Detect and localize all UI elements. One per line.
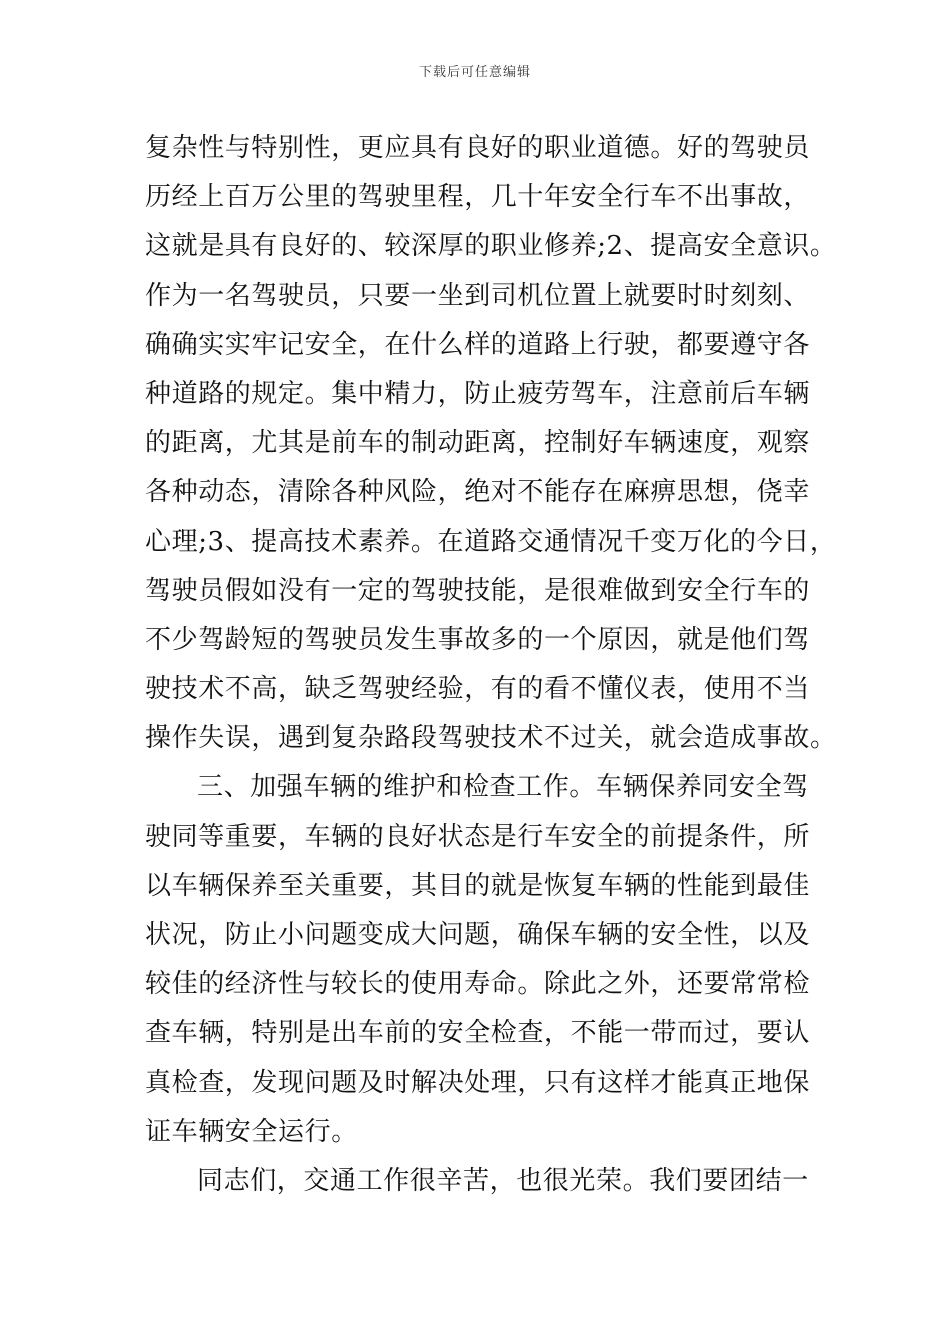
text-line: 不少驾龄短的驾驶员发生事故多的一个原因，就是他们驾 <box>145 624 811 655</box>
text-line: 查车辆，特别是出车前的安全检查，不能一带而过，要认 <box>145 1018 811 1049</box>
text-line: 复杂性与特别性，更应具有良好的职业道德。好的驾驶员 <box>145 133 811 163</box>
paragraph-start-line: 三、加强车辆的维护和检查工作。车辆保养同安全驾 <box>197 772 809 803</box>
page-header: 下载后可任意编辑 <box>418 65 531 80</box>
text-line: 证车辆安全运行。 <box>145 1116 358 1147</box>
text-line: 作为一名驾驶员，只要一坐到司机位置上就要时时刻刻、 <box>145 280 811 311</box>
text-line: 的距离，尤其是前车的制动距离，控制好车辆速度，观察 <box>145 428 811 459</box>
text-line: 较佳的经济性与较长的使用寿命。除此之外，还要常常检 <box>145 969 811 1000</box>
text-line: 驾驶员假如没有一定的驾驶技能，是很难做到安全行车的 <box>145 575 811 606</box>
paragraph-start-line: 同志们，交通工作很辛苦，也很光荣。我们要团结一 <box>197 1165 809 1196</box>
text-line: 这就是具有良好的、较深厚的职业修养;2、提高安全意识。 <box>145 231 837 262</box>
text-line: 确确实实牢记安全，在什么样的道路上行驶，都要遵守各 <box>145 329 811 360</box>
text-line: 驶技术不高，缺乏驾驶经验，有的看不懂仪表，使用不当 <box>145 674 811 705</box>
text-line: 以车辆保养至关重要，其目的就是恢复车辆的性能到最佳 <box>145 870 811 901</box>
text-line: 各种动态，清除各种风险，绝对不能存在麻痹思想，侥幸 <box>145 477 811 508</box>
text-line: 驶同等重要，车辆的良好状态是行车安全的前提条件，所 <box>145 821 811 852</box>
document-body <box>145 124 835 1206</box>
text-line: 心理;3、提高技术素养。在道路交通情况千变万化的今日， <box>145 526 837 557</box>
text-line: 种道路的规定。集中精力，防止疲劳驾车，注意前后车辆 <box>145 378 811 409</box>
text-line: 历经上百万公里的驾驶里程，几十年安全行车不出事故， <box>145 182 811 213</box>
text-line: 状况，防止小问题变成大问题，确保车辆的安全性，以及 <box>145 920 811 950</box>
text-line: 真检查，发现问题及时解决处理，只有这样才能真正地保 <box>145 1067 811 1098</box>
text-line: 操作失误，遇到复杂路段驾驶技术不过关，就会造成事故。 <box>145 723 837 754</box>
